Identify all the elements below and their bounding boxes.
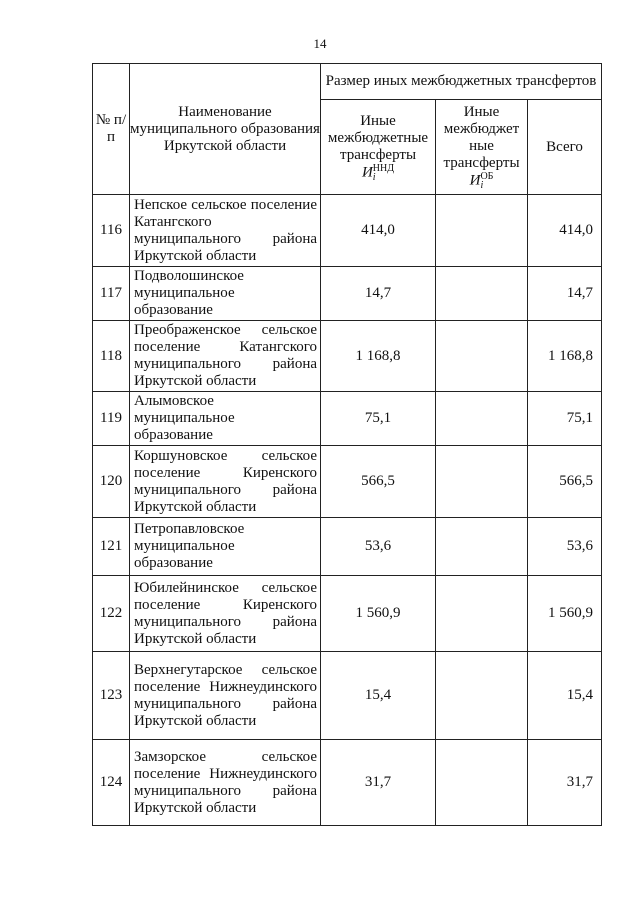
transfer-ob-value: [436, 267, 528, 321]
row-number: 119: [93, 392, 130, 446]
municipality-name: Петропавловское муниципальное образование: [130, 518, 321, 576]
table-row: [93, 267, 602, 321]
transfer-nnd-value: 566,5: [321, 446, 436, 518]
municipality-name: Юбилейнинское сельское поселение Киренского муниципального района Иркутской области: [130, 576, 321, 652]
row-number: 116: [93, 195, 130, 267]
municipality-name: Алымовское муниципальное образование: [130, 392, 321, 446]
transfer-nnd-value: 1 560,9: [321, 576, 436, 652]
header-col1-symbol: И: [361, 163, 373, 180]
row-number: 124: [93, 740, 130, 826]
table-row: [93, 392, 602, 446]
row-number: 117: [93, 267, 130, 321]
row-number: 118: [93, 321, 130, 392]
transfer-ob-value: [436, 446, 528, 518]
header-col2: [436, 100, 528, 195]
header-col3: Всего: [528, 100, 602, 195]
page-number: 14: [313, 36, 327, 51]
total-value: 75,1: [528, 392, 602, 446]
header-col2-sup: ОБ: [480, 171, 494, 182]
table-row: [93, 321, 602, 392]
transfer-nnd-value: 53,6: [321, 518, 436, 576]
header-col1-indices: [373, 164, 394, 182]
transfer-nnd-value: 15,4: [321, 652, 436, 740]
table-row: [93, 518, 602, 576]
total-value: 15,4: [528, 652, 602, 740]
table-row: [93, 652, 602, 740]
table-row: [93, 195, 602, 267]
transfer-nnd-value: 31,7: [321, 740, 436, 826]
table-row: [93, 446, 602, 518]
total-value: 414,0: [528, 195, 602, 267]
header-col2-indices: [480, 172, 493, 190]
total-value: 1 560,9: [528, 576, 602, 652]
header-col2-symbol: И: [469, 172, 481, 189]
municipality-name: Замзорское сельское поселение Нижнеудинского муниципального района Иркутской области: [130, 740, 321, 826]
transfer-nnd-value: 14,7: [321, 267, 436, 321]
row-number: 122: [93, 576, 130, 652]
header-row-top: [93, 64, 602, 100]
transfers-table: [92, 63, 602, 826]
transfer-ob-value: [436, 576, 528, 652]
municipality-name: Верхнегутарское сельское поселение Нижнеудинского муниципального района Иркутской области: [130, 652, 321, 740]
header-col1: [321, 100, 436, 195]
total-value: 31,7: [528, 740, 602, 826]
header-col2-label: Иные межбюджет ные трансферты: [443, 104, 520, 171]
transfer-nnd-value: 1 168,8: [321, 321, 436, 392]
header-group: Размер иных межбюджетных трансфертов: [321, 64, 602, 100]
total-value: 14,7: [528, 267, 602, 321]
header-col1-sub: i: [372, 171, 376, 183]
row-number: 120: [93, 446, 130, 518]
transfer-nnd-value: 414,0: [321, 195, 436, 267]
transfer-ob-value: [436, 740, 528, 826]
row-number: 123: [93, 652, 130, 740]
transfer-ob-value: [436, 195, 528, 267]
municipality-name: Коршуновское сельское поселение Киренского муниципального района Иркутской области: [130, 446, 321, 518]
municipality-name: Подволошинское муниципальное образование: [130, 267, 321, 321]
total-value: 53,6: [528, 518, 602, 576]
header-col1-sup: ННД: [372, 162, 395, 174]
transfer-nnd-value: 75,1: [321, 392, 436, 446]
total-value: 566,5: [528, 446, 602, 518]
transfer-ob-value: [436, 392, 528, 446]
total-value: 1 168,8: [528, 321, 602, 392]
municipality-name: Непское сельское поселение Катангского муниципального района Иркутской области: [130, 195, 321, 267]
header-col2-sub: i: [480, 180, 484, 191]
table-row: [93, 740, 602, 826]
header-col1-label: Иные межбюджетные трансферты: [327, 112, 429, 163]
header-num: № п/п: [93, 64, 130, 195]
header-name: Наименование муниципального образования Иркутской области: [130, 64, 321, 195]
transfer-ob-value: [436, 321, 528, 392]
table-row: [93, 576, 602, 652]
row-number: 121: [93, 518, 130, 576]
transfer-ob-value: [436, 518, 528, 576]
municipality-name: Преображенское сельское поселение Катангского муниципального района Иркутской области: [130, 321, 321, 392]
transfer-ob-value: [436, 652, 528, 740]
